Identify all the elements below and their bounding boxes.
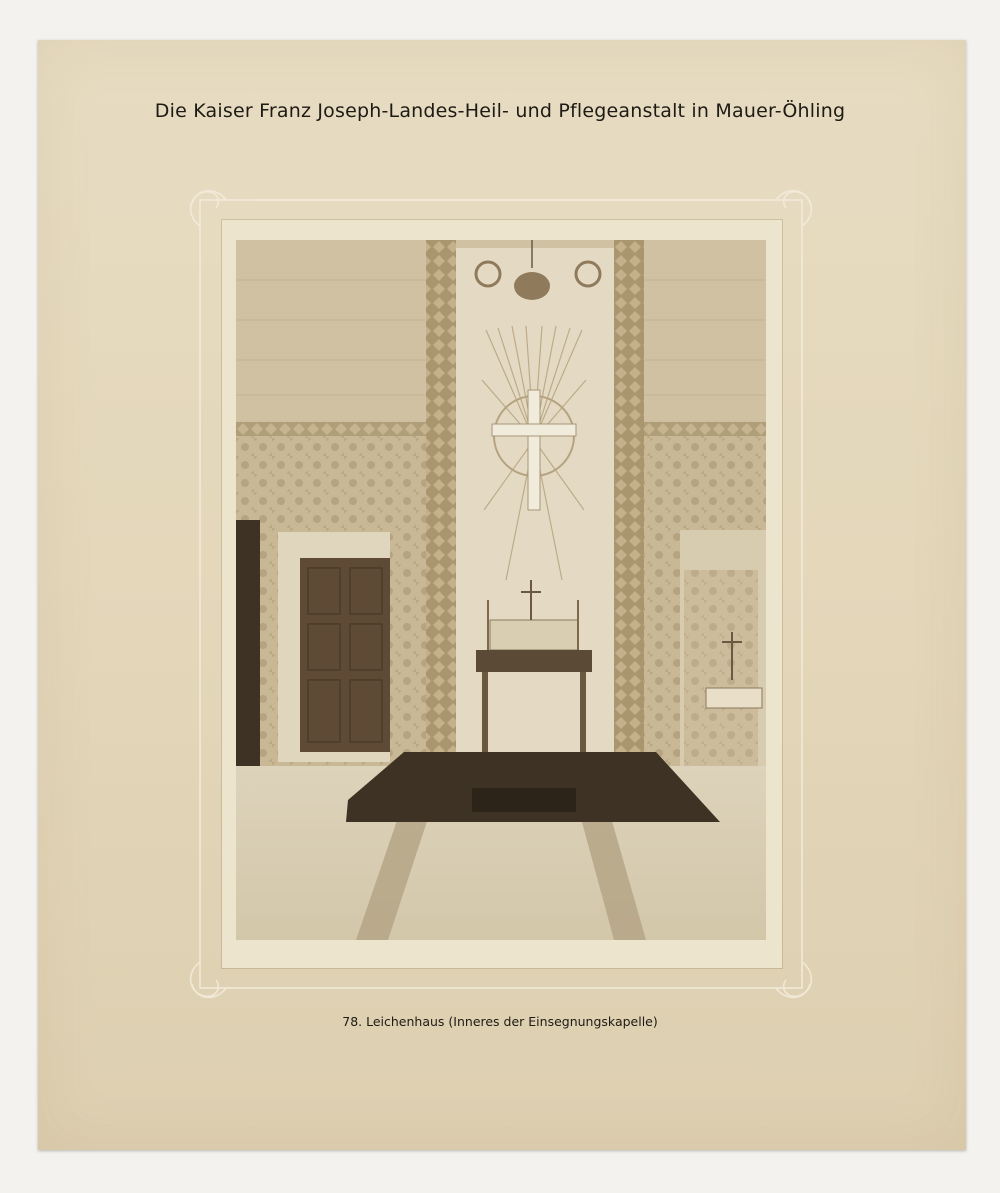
- page-title: Die Kaiser Franz Joseph-Landes-Heil- und Pflegeanstalt in Mauer-Öhling: [154, 100, 846, 122]
- photo-caption: 78. Leichenhaus (Inneres der Einsegnungskapelle): [342, 1014, 658, 1029]
- chapel-photo-drawing: [236, 240, 766, 940]
- chapel-photograph: [236, 240, 766, 940]
